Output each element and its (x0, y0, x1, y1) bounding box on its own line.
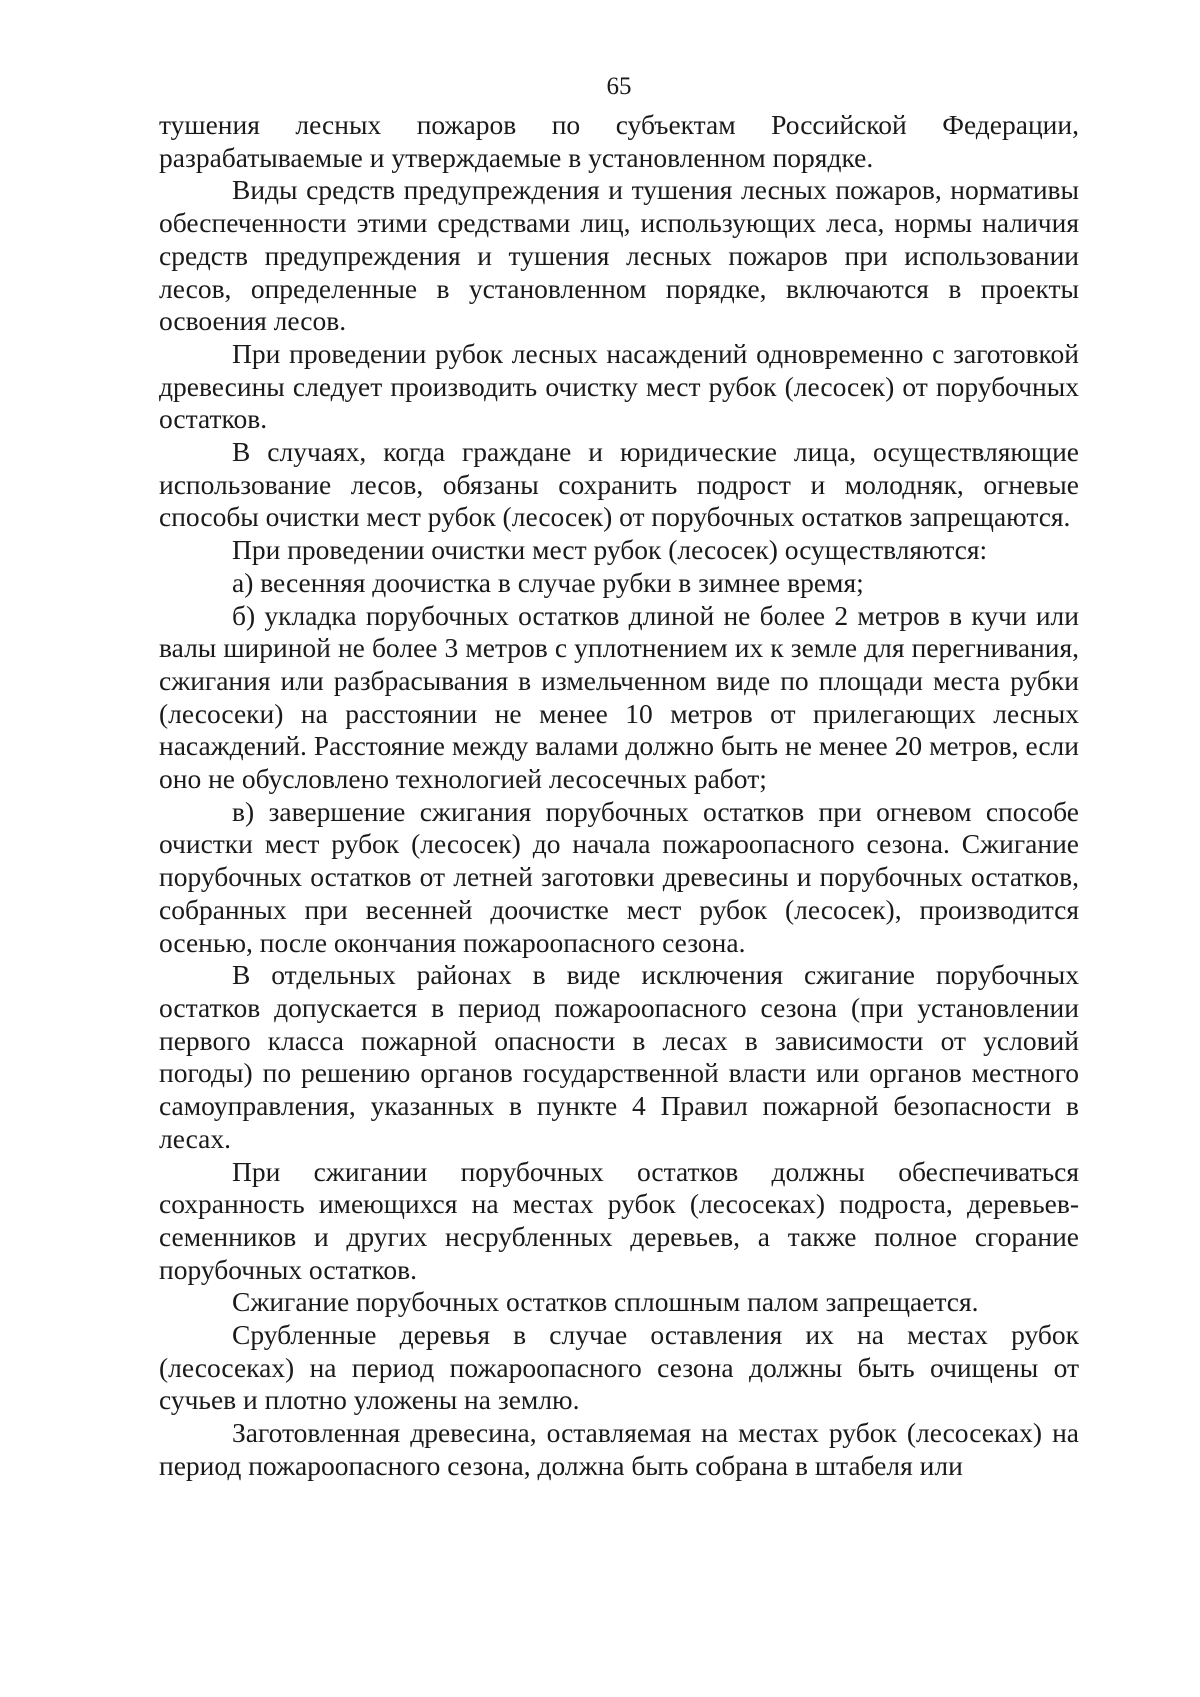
list-item-b: б) укладка порубочных остатков длиной не более 2 метров в кучи или валы шириной не более 3 метров с уплотнением их к земле для перегнивания, сжигания или разбрасывания в измельченном виде по площади места рубки (лесосеки) на расстоянии не менее 10 метров от прилегающих лесных насаждений. Расстояние между валами должно быть не менее 20 метров, если оно не обусловлено технологией лесосечных работ; (159, 599, 1079, 795)
list-item-v: в) завершение сжигания порубочных остатков при огневом способе очистки мест рубок (лесосек) до начала пожароопасного сезона. Сжигание порубочных остатков от летней заготовки древесины и порубочных остатков, собранных при весенней доочистке мест рубок (лесосек), производится осенью, после окончания пожароопасного сезона. (159, 795, 1079, 958)
paragraph-1: тушения лесных пожаров по субъектам Российской Федерации, разрабатываемые и утверждаемые в установленном порядке. (159, 109, 1079, 173)
list-item-a: а) весенняя доочистка в случае рубки в зимнее время; (232, 566, 864, 598)
paragraph-3: При проведении рубок лесных насаждений одновременно с заготовкой древесины следует производить очистку мест рубок (лесосек) от порубочных остатков. (159, 337, 1079, 435)
paragraph-11: Сжигание порубочных остатков сплошным палом запрещается. (232, 1286, 979, 1318)
paragraph-9: В отдельных районах в виде исключения сжигание порубочных остатков допускается в период пожароопасного сезона (при установлении первого класса пожарной опасности в лесах в зависимости от условий погоды) по решению органов государственной власти или органов местного самоуправления, указанных в пункте 4 Правил пожарной безопасности в лесах. (159, 959, 1079, 1154)
page-number: 65 (606, 73, 632, 100)
paragraph-13: Заготовленная древесина, оставляемая на местах рубок (лесосеках) на период пожароопасного сезона, должна быть собрана в штабеля или (159, 1417, 1079, 1481)
paragraph-12: Срубленные деревья в случае оставления их на местах рубок (лесосеках) на период пожароопасного сезона должны быть очищены от сучьев и плотно уложены на землю. (159, 1319, 1079, 1416)
paragraph-4: В случаях, когда граждане и юридические лица, осуществляющие использование лесов, обязаны сохранить подрост и молодняк, огневые способы очистки мест рубок (лесосек) от порубочных остатков запрещаются. (159, 436, 1079, 533)
paragraph-5: При проведении очистки мест рубок (лесосек) осуществляются: (232, 534, 988, 566)
paragraph-2: Виды средств предупреждения и тушения лесных пожаров, нормативы обеспеченности этими средствами лиц, использующих леса, нормы наличия средств предупреждения и тушения лесных пожаров при использовании лесов, определенные в установленном порядке, включаются в проекты освоения лесов. (159, 174, 1079, 337)
document-page (159, 72, 1079, 1483)
paragraph-10: При сжигании порубочных остатков должны обеспечиваться сохранность имеющихся на местах рубок (лесосеках) подроста, деревьев-семенников и других несрубленных деревьев, а также полное сгорание порубочных остатков. (159, 1155, 1079, 1285)
